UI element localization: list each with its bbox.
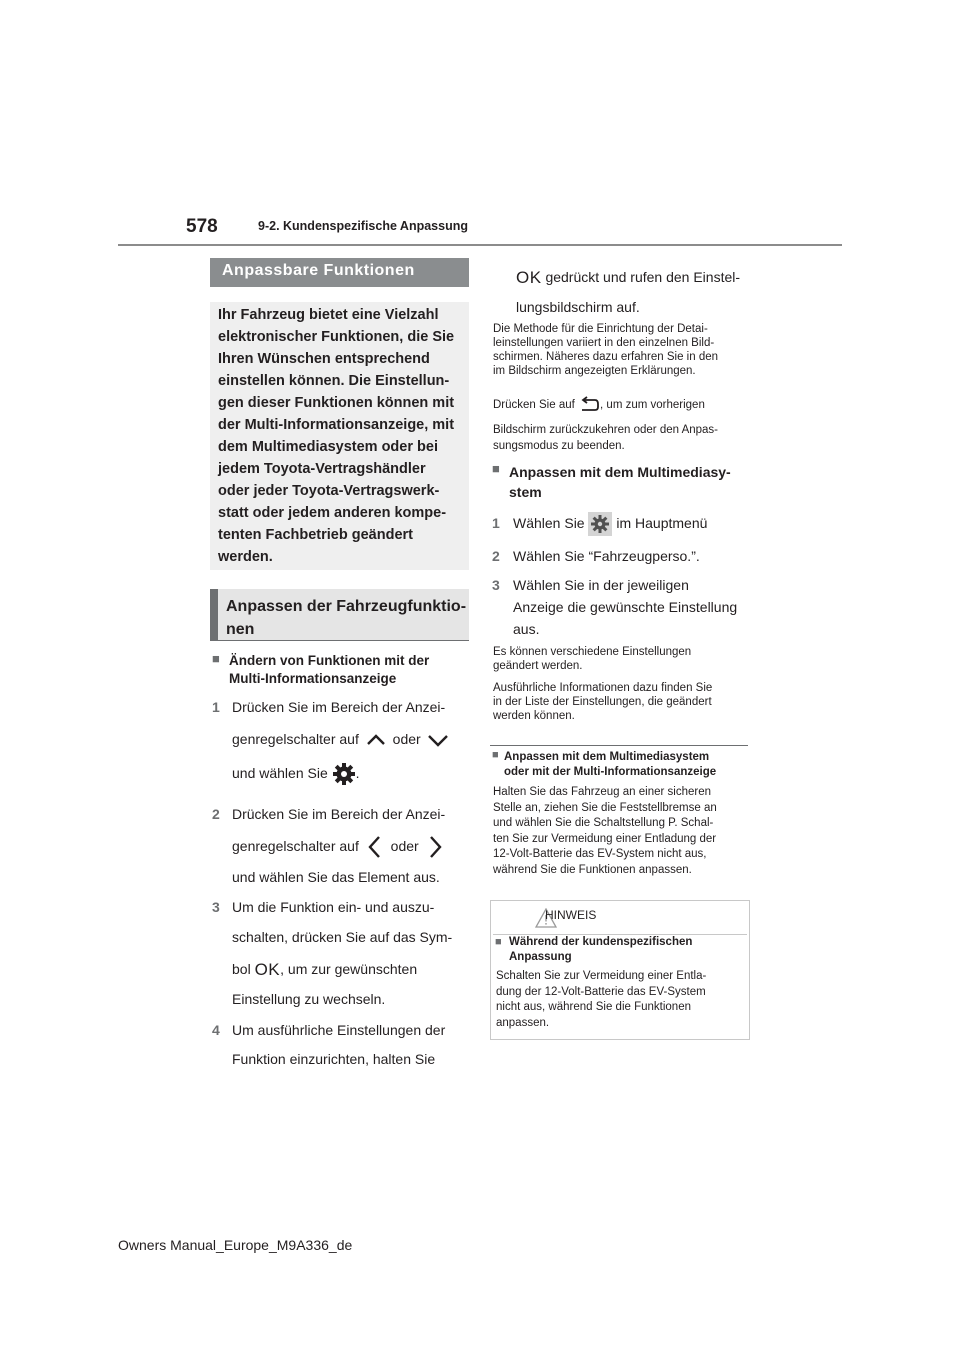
intro-line: oder jeder Toyota-Vertragswerk-: [218, 483, 440, 499]
settings-button-icon: [588, 512, 612, 536]
note-line: in der Liste der Einstellungen, die geändert: [493, 696, 712, 708]
note-line: Die Methode für die Einrichtung der Detai-: [493, 323, 708, 335]
step-text: genregelschalter auf: [232, 731, 359, 747]
hinweis-subheading: Während der kundenspezifischen: [509, 936, 693, 948]
note-line: leinstellungen variiert in den einzelnen Bild-: [493, 337, 715, 349]
square-bullet-icon: ■: [492, 749, 499, 761]
square-bullet-icon: ■: [492, 461, 500, 476]
chevron-left-icon: [363, 834, 387, 860]
note-line: im Bildschirm angezeigten Erklärungen.: [493, 365, 696, 377]
heading-anpassen-fahrzeugfunktionen: [210, 589, 469, 641]
note-line: Stelle an, ziehen Sie die Feststellbremse an: [493, 801, 717, 814]
subheading-line: Anpassen mit dem Multimediasy-: [509, 464, 731, 480]
step-text: Um ausführliche Einstellungen der: [232, 1022, 446, 1038]
gear-icon: [588, 512, 612, 536]
step-text: Drücken Sie im Bereich der Anzei-: [232, 699, 446, 715]
square-bullet-icon: ■: [495, 936, 502, 948]
intro-line: elektronischer Funktionen, die Sie: [218, 329, 455, 345]
subheading-line: stem: [509, 484, 542, 500]
step-text: lungsbildschirm auf.: [516, 299, 640, 315]
step-number: 1: [212, 699, 220, 715]
intro-line: Ihr Fahrzeug bietet eine Vielzahl: [218, 307, 439, 323]
intro-line: tenten Fachbetrieb geändert: [218, 527, 413, 543]
gear-icon: [332, 762, 356, 786]
step-text: aus.: [513, 621, 540, 637]
note-line: , um zum vorherigen: [600, 399, 705, 412]
step-text: Funktion einzurichten, halten Sie: [232, 1051, 436, 1067]
note-line: 12-Volt-Batterie das EV-System nicht aus,: [493, 848, 707, 860]
step-text: Anzeige die gewünschte Einstellung: [513, 599, 738, 615]
ok-icon: OK: [516, 268, 542, 288]
step-number: 2: [212, 806, 220, 822]
hinweis-line: nicht aus, während Sie die Funktionen: [496, 1001, 691, 1013]
note-line: schirmen. Näheres dazu erfahren Sie in den: [493, 351, 719, 363]
intro-line: jedem Toyota-Vertragshändler: [218, 461, 426, 477]
back-arrow-icon: [578, 396, 600, 414]
subheading-line: oder mit der Multi-Informationsanzeige: [504, 766, 717, 778]
step-text: .: [355, 765, 360, 781]
ok-icon: OK: [254, 960, 281, 980]
hinweis-line: Schalten Sie zur Vermeidung einer Entla-: [496, 970, 707, 982]
intro-line: Ihren Wünschen entsprechend: [218, 351, 430, 367]
step-text: , um zur gewünschten: [280, 961, 418, 977]
square-bullet-icon: ■: [212, 651, 220, 666]
chevron-right-icon: [423, 834, 447, 860]
intro-line: dem Multimediasystem oder bei: [218, 439, 438, 455]
note-line: Ausführliche Informationen dazu finden Sie: [493, 682, 713, 694]
section-title: 9-2. Kundenspezifische Anpassung: [258, 219, 468, 233]
step-number: 4: [212, 1022, 220, 1038]
note-line: Bildschirm zurückzukehren oder den Anpas-: [493, 424, 719, 436]
step-text: genregelschalter auf: [232, 838, 359, 854]
step-text: bol: [232, 961, 251, 977]
intro-line: statt oder jedem anderen kompe-: [218, 505, 447, 521]
heading-anpassbare-funktionen: Anpassbare Funktionen: [210, 258, 469, 287]
hinweis-subheading: Anpassung: [509, 951, 572, 963]
divider: [490, 745, 748, 746]
note-line: ten Sie zur Vermeidung einer Entladung der: [493, 832, 717, 845]
step-number: 3: [492, 577, 500, 593]
note-line: Es können verschiedene Einstellungen: [493, 646, 692, 658]
step-text: oder: [390, 838, 419, 854]
note-line: Drücken Sie auf: [493, 399, 575, 412]
heading-line: nen: [226, 621, 255, 638]
hinweis-box: [490, 900, 750, 1040]
chevron-up-icon: [363, 731, 389, 749]
step-number: 3: [212, 899, 220, 915]
hinweis-line: anpassen.: [496, 1016, 550, 1029]
heading-line: Anpassen der Fahrzeugfunktio-: [226, 598, 467, 615]
note-line: geändert werden.: [493, 660, 583, 672]
step-text: Wählen Sie: [513, 515, 585, 531]
note-line: und wählen Sie die Schaltstellung P. Schal-: [493, 817, 714, 829]
note-line: werden können.: [493, 710, 575, 722]
subheading-line: Ändern von Funktionen mit der: [229, 653, 430, 668]
step-number: 1: [492, 515, 500, 531]
note-line: Halten Sie das Fahrzeug an einer sicheren: [493, 786, 711, 798]
step-text: Um die Funktion ein- und auszu-: [232, 899, 435, 915]
step-text: Wählen Sie in der jeweiligen: [513, 577, 689, 593]
intro-line: der Multi-Informationsanzeige, mit: [218, 417, 455, 433]
step-text: und wählen Sie das Element aus.: [232, 869, 440, 885]
step-4-continued: [516, 262, 740, 293]
note-back: [493, 396, 753, 453]
header-rule: [118, 244, 842, 246]
note-verschiedene: [493, 645, 753, 673]
step-text: und wählen Sie: [232, 765, 328, 781]
step-number: 2: [492, 548, 500, 564]
step-text: Wählen Sie “Fahrzeugperso.”.: [513, 548, 700, 564]
intro-box: [210, 302, 469, 570]
note-methode: [493, 322, 753, 378]
step-text: Einstellung zu wechseln.: [232, 991, 386, 1007]
intro-line: werden.: [218, 549, 273, 565]
note-halten: [493, 785, 753, 878]
step-text: Drücken Sie im Bereich der Anzei-: [232, 806, 446, 822]
subheading-line: Multi-Informationsanzeige: [229, 671, 397, 686]
intro-line: einstellen können. Die Einstellun-: [218, 373, 450, 389]
intro-line: gen dieser Funktionen können mit: [218, 395, 455, 411]
footer-doc-id: Owners Manual_Europe_M9A336_de: [118, 1237, 353, 1253]
note-ausfuehrlich: [493, 681, 753, 723]
chevron-down-icon: [425, 731, 451, 749]
hinweis-line: dung der 12-Volt-Batterie das EV-System: [496, 985, 706, 998]
step-text: im Hauptmenü: [616, 515, 708, 531]
step-text: oder: [392, 731, 421, 747]
page-number: 578: [186, 216, 218, 237]
step-text: schalten, drücken Sie auf das Sym-: [232, 929, 453, 945]
subheading-line: Anpassen mit dem Multimediasystem: [504, 751, 710, 763]
note-line: während Sie die Funktionen anpassen.: [493, 863, 692, 876]
note-line: sungsmodus zu beenden.: [493, 440, 625, 452]
hinweis-title: HINWEIS: [545, 908, 597, 922]
step-text: gedrückt und rufen den Einstel-: [545, 269, 741, 285]
